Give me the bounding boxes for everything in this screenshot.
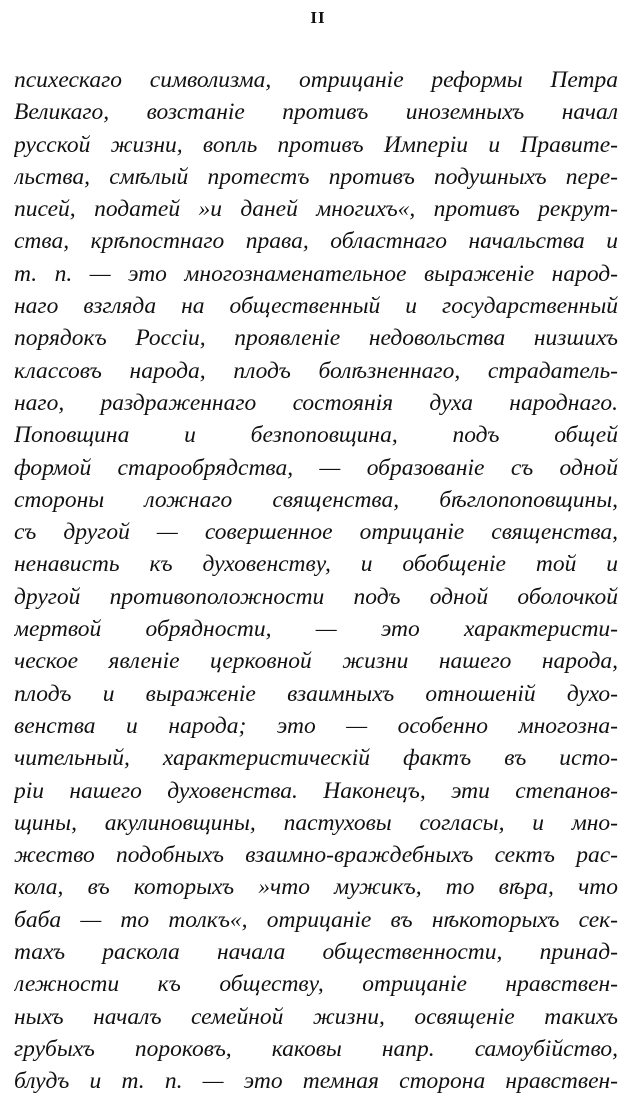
- text-line: формой старообрядства, — образованіе съ одной: [14, 454, 618, 481]
- text-line: Великаго, возстаніе противъ иноземныхъ начал: [14, 99, 618, 126]
- text-line: ныхъ началъ семейной жизни, освященіе такихъ: [14, 1003, 618, 1030]
- text-line: блудъ и т. п. — это темная сторона нравствен-: [14, 1068, 618, 1095]
- text-line: ческое явленіе церковной жизни нашего народа,: [14, 648, 618, 675]
- text-line: другой противоположности подъ одной оболочкой: [14, 583, 618, 610]
- text-line: т. п. — это многознаменательное выраженіе народ-: [14, 260, 618, 287]
- text-line: щины, акулиновщины, пастуховы согласы, и мно-: [14, 809, 618, 836]
- text-line: венства и народа; это — особенно многозна-: [14, 712, 618, 739]
- text-line: тахъ раскола начала общественности, принад-: [14, 939, 618, 966]
- text-line: психескаго символизма, отрицаніе реформы Петра: [14, 67, 618, 93]
- text-line: Поповщина и безпоповщина, подъ общей: [14, 422, 618, 449]
- text-line: наго, раздраженнаго состоянія духа народнаго.: [14, 389, 618, 416]
- text-line: стороны ложнаго священства, бѣглопоповщины,: [14, 486, 618, 513]
- text-line: грубыхъ пороковъ, каковы напр. самоубійство,: [14, 1035, 618, 1062]
- text-line: кола, въ которыхъ »что мужикъ, то вѣра, что: [14, 874, 618, 901]
- text-line: порядокъ Россіи, проявленіе недовольства низшихъ: [14, 325, 618, 352]
- text-line: мертвой обрядности, — это характеристи-: [14, 616, 618, 643]
- text-line: ства, крѣпостнаго права, областнаго начальства и: [14, 228, 618, 255]
- text-line: лежности къ обществу, отрицаніе нравствен-: [14, 971, 618, 998]
- text-line: классовъ народа, плодъ болѣзненнаго, страдатель-: [14, 357, 618, 384]
- text-line: писей, податей »и даней многихъ«, противъ рекрут-: [14, 196, 618, 223]
- text-line: плодъ и выраженіе взаимныхъ отношеній духо-: [14, 680, 618, 707]
- text-line: наго взгляда на общественный и государственный: [14, 293, 618, 320]
- text-line: съ другой — совершенное отрицаніе священства,: [14, 519, 618, 546]
- text-line: льства, смѣлый протестъ противъ подушныхъ пере-: [14, 163, 618, 190]
- text-line: ріи нашего духовенства. Наконецъ, эти степанов-: [14, 777, 618, 804]
- text-line: баба — то толкъ«, отрицаніе въ нѣкоторыхъ сек-: [14, 906, 618, 933]
- page-number: II: [310, 8, 326, 27]
- text-line: жество подобныхъ взаимно-враждебныхъ сектъ рас-: [14, 842, 618, 869]
- text-line: ненависть къ духовенству, и обобщеніе той и: [14, 551, 618, 578]
- text-line: чительный, характеристическій фактъ въ исто-: [14, 745, 618, 772]
- body-text: [14, 64, 618, 1098]
- text-line: русской жизни, вопль противъ Имперіи и Правите-: [14, 131, 618, 158]
